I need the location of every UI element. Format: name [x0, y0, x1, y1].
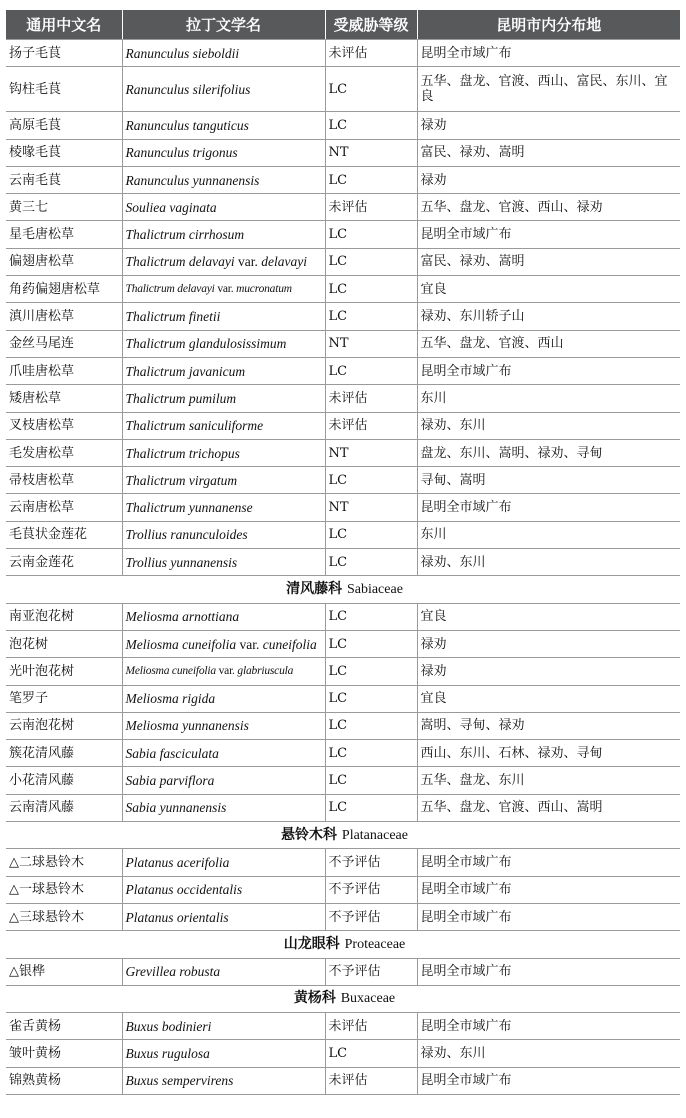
- threat-level-cell: 不予评估: [325, 849, 417, 876]
- latin-binomial: Thalictrum virgatum: [125, 472, 238, 488]
- table-row: [6, 630, 680, 657]
- table-row: [6, 412, 680, 439]
- latin-rank-marker: var.: [218, 664, 235, 677]
- latin-name-cell: [122, 658, 325, 685]
- threat-level-cell: LC: [325, 521, 417, 548]
- latin-binomial: Ranunculus trigonus: [125, 145, 238, 161]
- distribution-cell: 昆明全市域广布: [417, 958, 680, 985]
- chinese-name-cell: 皱叶黄杨: [6, 1040, 122, 1067]
- latin-rank-marker: var.: [239, 636, 260, 652]
- table-row: [6, 467, 680, 494]
- threat-level-cell: LC: [325, 712, 417, 739]
- latin-binomial: Thalictrum javanicum: [125, 363, 246, 379]
- latin-binomial: Platanus orientalis: [125, 909, 229, 925]
- distribution-cell: 寻甸、嵩明: [417, 467, 680, 494]
- distribution-cell: 五华、盘龙、官渡、西山、禄劝: [417, 194, 680, 221]
- distribution-cell: 昆明全市域广布: [417, 876, 680, 903]
- distribution-cell: 禄劝: [417, 630, 680, 657]
- table-row: [6, 685, 680, 712]
- distribution-cell: 五华、盘龙、官渡、西山: [417, 330, 680, 357]
- threat-level-cell: NT: [325, 139, 417, 166]
- chinese-name-cell: 角药偏翅唐松草: [6, 276, 122, 303]
- chinese-name-cell: △二球悬铃木: [6, 849, 122, 876]
- latin-binomial: Meliosma cuneifolia: [125, 664, 216, 677]
- table-row: [6, 1013, 680, 1040]
- family-chinese-name: 山龙眼科: [283, 935, 340, 952]
- latin-name-cell: [122, 276, 325, 303]
- latin-name-cell: [122, 112, 325, 139]
- latin-rank-marker: var.: [237, 254, 258, 270]
- threat-level-cell: LC: [325, 112, 417, 139]
- distribution-cell: 富民、禄劝、嵩明: [417, 248, 680, 275]
- chinese-name-cell: 爪哇唐松草: [6, 357, 122, 384]
- distribution-cell: 西山、东川、石林、禄劝、寻甸: [417, 740, 680, 767]
- threat-level-cell: LC: [325, 658, 417, 685]
- table-row: [6, 439, 680, 466]
- threat-level-cell: LC: [325, 248, 417, 275]
- chinese-name-cell: 钩柱毛茛: [6, 67, 122, 112]
- latin-binomial: Platanus acerifolia: [125, 854, 230, 870]
- threat-level-cell: LC: [325, 549, 417, 576]
- latin-binomial: Buxus rugulosa: [125, 1046, 210, 1062]
- latin-binomial: Trollius ranunculoides: [125, 527, 248, 543]
- table-row: [6, 276, 680, 303]
- distribution-cell: 东川: [417, 521, 680, 548]
- table-row: [6, 876, 680, 903]
- latin-name-cell: [122, 330, 325, 357]
- family-header-row: [6, 985, 680, 1012]
- table-row: [6, 1040, 680, 1067]
- chinese-name-cell: 高原毛茛: [6, 112, 122, 139]
- table-row: [6, 658, 680, 685]
- latin-binomial: Thalictrum delavayi: [125, 254, 235, 270]
- chinese-name-cell: 帚枝唐松草: [6, 467, 122, 494]
- latin-name-cell: [122, 221, 325, 248]
- latin-binomial: Souliea vaginata: [125, 199, 217, 215]
- chinese-name-cell: 矮唐松草: [6, 385, 122, 412]
- chinese-name-cell: 云南毛茛: [6, 166, 122, 193]
- latin-name-cell: [122, 903, 325, 930]
- latin-name-cell: [122, 439, 325, 466]
- latin-binomial: Trollius yunnanensis: [125, 554, 238, 570]
- family-chinese-name: 悬铃木科: [281, 826, 338, 843]
- chinese-name-cell: 扬子毛茛: [6, 40, 122, 67]
- header-threat-level: 受威胁等级: [325, 10, 417, 40]
- latin-binomial: Sabia parviflora: [125, 773, 215, 789]
- family-latin-name: Sabiaceae: [346, 581, 403, 597]
- distribution-cell: 昆明全市域广布: [417, 1013, 680, 1040]
- distribution-cell: 昆明全市域广布: [417, 221, 680, 248]
- table-row: [6, 248, 680, 275]
- latin-binomial: Ranunculus sieboldii: [125, 45, 240, 61]
- chinese-name-cell: 簇花清风藤: [6, 740, 122, 767]
- threat-level-cell: 未评估: [325, 385, 417, 412]
- latin-name-cell: [122, 1040, 325, 1067]
- table-row: [6, 958, 680, 985]
- distribution-cell: 五华、盘龙、官渡、西山、富民、东川、宜良: [417, 67, 680, 112]
- distribution-cell: 禄劝、东川: [417, 549, 680, 576]
- table-row: [6, 166, 680, 193]
- latin-name-cell: [122, 549, 325, 576]
- distribution-cell: 昆明全市域广布: [417, 903, 680, 930]
- chinese-name-cell: △一球悬铃木: [6, 876, 122, 903]
- threat-level-cell: LC: [325, 740, 417, 767]
- distribution-cell: 禄劝: [417, 112, 680, 139]
- distribution-cell: 禄劝、东川: [417, 412, 680, 439]
- threat-level-cell: 不予评估: [325, 876, 417, 903]
- table-row: [6, 303, 680, 330]
- table-header: [6, 10, 680, 40]
- chinese-name-cell: 雀舌黄杨: [6, 1013, 122, 1040]
- latin-name-cell: [122, 357, 325, 384]
- latin-name-cell: [122, 248, 325, 275]
- latin-binomial: Platanus occidentalis: [125, 882, 243, 898]
- distribution-cell: 禄劝、东川: [417, 1040, 680, 1067]
- latin-rank-marker: var.: [217, 282, 234, 295]
- table-row: [6, 112, 680, 139]
- table-row: [6, 740, 680, 767]
- chinese-name-cell: 毛发唐松草: [6, 439, 122, 466]
- family-header-row: [6, 576, 680, 603]
- latin-name-cell: [122, 712, 325, 739]
- threat-level-cell: LC: [325, 794, 417, 821]
- latin-binomial: Ranunculus silerifolius: [125, 81, 251, 97]
- table-row: [6, 903, 680, 930]
- distribution-cell: 昆明全市域广布: [417, 849, 680, 876]
- latin-binomial: Meliosma arnottiana: [125, 609, 240, 625]
- distribution-cell: 昆明全市域广布: [417, 357, 680, 384]
- latin-binomial: Thalictrum saniculiforme: [125, 418, 264, 434]
- header-chinese-name: 通用中文名: [6, 10, 122, 40]
- threat-level-cell: LC: [325, 467, 417, 494]
- latin-binomial: Sabia yunnanensis: [125, 800, 227, 816]
- family-header-row: [6, 822, 680, 849]
- table-row: [6, 330, 680, 357]
- threat-level-cell: LC: [325, 166, 417, 193]
- header-row: [6, 10, 680, 40]
- threat-level-cell: LC: [325, 603, 417, 630]
- table-row: [6, 549, 680, 576]
- distribution-cell: 盘龙、东川、嵩明、禄劝、寻甸: [417, 439, 680, 466]
- threat-level-cell: 未评估: [325, 194, 417, 221]
- family-latin-name: Proteaceae: [344, 936, 406, 952]
- table-row: [6, 40, 680, 67]
- latin-binomial: Meliosma rigida: [125, 691, 216, 707]
- latin-name-cell: [122, 467, 325, 494]
- latin-binomial: Sabia fasciculata: [125, 745, 219, 761]
- latin-name-cell: [122, 849, 325, 876]
- table-row: [6, 139, 680, 166]
- table-row: [6, 357, 680, 384]
- latin-infraspecific-epithet: mucronatum: [236, 282, 292, 295]
- family-name-cell: [6, 985, 680, 1012]
- latin-name-cell: [122, 385, 325, 412]
- distribution-cell: 宜良: [417, 603, 680, 630]
- threat-level-cell: LC: [325, 67, 417, 112]
- latin-name-cell: [122, 685, 325, 712]
- distribution-cell: 宜良: [417, 685, 680, 712]
- threat-level-cell: NT: [325, 439, 417, 466]
- distribution-cell: 嵩明、寻甸、禄劝: [417, 712, 680, 739]
- distribution-cell: 禄劝、东川轿子山: [417, 303, 680, 330]
- latin-binomial: Thalictrum yunnanense: [125, 500, 253, 516]
- threat-level-cell: 未评估: [325, 40, 417, 67]
- chinese-name-cell: 泡花树: [6, 630, 122, 657]
- distribution-cell: 昆明全市域广布: [417, 40, 680, 67]
- latin-name-cell: [122, 603, 325, 630]
- latin-binomial: Thalictrum delavayi: [125, 282, 215, 295]
- chinese-name-cell: 南亚泡花树: [6, 603, 122, 630]
- chinese-name-cell: 叉枝唐松草: [6, 412, 122, 439]
- threat-level-cell: 未评估: [325, 1067, 417, 1094]
- table-row: [6, 603, 680, 630]
- chinese-name-cell: 黄三七: [6, 194, 122, 221]
- latin-name-cell: [122, 958, 325, 985]
- threat-level-cell: NT: [325, 494, 417, 521]
- table-row: [6, 67, 680, 112]
- threat-level-cell: LC: [325, 357, 417, 384]
- latin-binomial: Ranunculus tanguticus: [125, 117, 249, 133]
- table-row: [6, 521, 680, 548]
- family-name-cell: [6, 931, 680, 958]
- table-row: [6, 1067, 680, 1094]
- family-name-cell: [6, 576, 680, 603]
- threat-level-cell: 未评估: [325, 1013, 417, 1040]
- latin-binomial: Ranunculus yunnanensis: [125, 172, 260, 188]
- latin-binomial: Meliosma cuneifolia: [125, 636, 237, 652]
- table-row: [6, 221, 680, 248]
- latin-name-cell: [122, 767, 325, 794]
- distribution-cell: 禄劝: [417, 166, 680, 193]
- distribution-cell: 昆明全市域广布: [417, 494, 680, 521]
- chinese-name-cell: 云南泡花树: [6, 712, 122, 739]
- threat-level-cell: LC: [325, 303, 417, 330]
- chinese-name-cell: 偏翅唐松草: [6, 248, 122, 275]
- latin-name-cell: [122, 303, 325, 330]
- family-latin-name: Buxaceae: [340, 991, 396, 1007]
- latin-name-cell: [122, 494, 325, 521]
- latin-binomial: Buxus sempervirens: [125, 1073, 234, 1089]
- family-chinese-name: 清风藤科: [286, 580, 343, 597]
- table-body: [6, 40, 680, 1095]
- chinese-name-cell: 锦熟黄杨: [6, 1067, 122, 1094]
- chinese-name-cell: △三球悬铃木: [6, 903, 122, 930]
- latin-binomial: Buxus bodinieri: [125, 1018, 212, 1034]
- threat-level-cell: LC: [325, 630, 417, 657]
- threat-level-cell: LC: [325, 221, 417, 248]
- chinese-name-cell: 云南金莲花: [6, 549, 122, 576]
- latin-name-cell: [122, 794, 325, 821]
- latin-name-cell: [122, 740, 325, 767]
- latin-binomial: Thalictrum glandulosissimum: [125, 336, 287, 352]
- family-name-cell: [6, 822, 680, 849]
- header-latin-name: 拉丁文学名: [122, 10, 325, 40]
- distribution-cell: 东川: [417, 385, 680, 412]
- latin-name-cell: [122, 1067, 325, 1094]
- latin-name-cell: [122, 1013, 325, 1040]
- latin-infraspecific-epithet: delavayi: [261, 254, 307, 270]
- distribution-cell: 五华、盘龙、官渡、西山、嵩明: [417, 794, 680, 821]
- species-table-container: [6, 10, 680, 1095]
- chinese-name-cell: 小花清风藤: [6, 767, 122, 794]
- threat-level-cell: 不予评估: [325, 903, 417, 930]
- table-row: [6, 767, 680, 794]
- latin-name-cell: [122, 412, 325, 439]
- latin-binomial: Meliosma yunnanensis: [125, 718, 249, 734]
- species-table: [6, 10, 680, 1095]
- latin-name-cell: [122, 521, 325, 548]
- distribution-cell: 富民、禄劝、嵩明: [417, 139, 680, 166]
- chinese-name-cell: △银桦: [6, 958, 122, 985]
- latin-binomial: Grevillea robusta: [125, 964, 221, 980]
- family-chinese-name: 黄杨科: [293, 990, 336, 1007]
- threat-level-cell: 未评估: [325, 412, 417, 439]
- threat-level-cell: LC: [325, 767, 417, 794]
- table-row: [6, 494, 680, 521]
- chinese-name-cell: 金丝马尾连: [6, 330, 122, 357]
- latin-name-cell: [122, 194, 325, 221]
- latin-binomial: Thalictrum trichopus: [125, 445, 240, 461]
- threat-level-cell: 不予评估: [325, 958, 417, 985]
- threat-level-cell: NT: [325, 330, 417, 357]
- latin-name-cell: [122, 40, 325, 67]
- table-row: [6, 712, 680, 739]
- table-row: [6, 385, 680, 412]
- table-row: [6, 794, 680, 821]
- header-distribution: 昆明市内分布地: [417, 10, 680, 40]
- chinese-name-cell: 云南唐松草: [6, 494, 122, 521]
- chinese-name-cell: 笔罗子: [6, 685, 122, 712]
- chinese-name-cell: 棱喙毛茛: [6, 139, 122, 166]
- distribution-cell: 宜良: [417, 276, 680, 303]
- latin-infraspecific-epithet: cuneifolia: [262, 636, 317, 652]
- chinese-name-cell: 毛茛状金莲花: [6, 521, 122, 548]
- latin-infraspecific-epithet: glabriuscula: [237, 664, 294, 677]
- chinese-name-cell: 星毛唐松草: [6, 221, 122, 248]
- chinese-name-cell: 云南清风藤: [6, 794, 122, 821]
- threat-level-cell: LC: [325, 1040, 417, 1067]
- family-header-row: [6, 931, 680, 958]
- table-row: [6, 849, 680, 876]
- threat-level-cell: LC: [325, 276, 417, 303]
- latin-name-cell: [122, 630, 325, 657]
- latin-name-cell: [122, 166, 325, 193]
- chinese-name-cell: 滇川唐松草: [6, 303, 122, 330]
- table-row: [6, 194, 680, 221]
- latin-binomial: Thalictrum finetii: [125, 309, 221, 325]
- latin-name-cell: [122, 876, 325, 903]
- distribution-cell: 五华、盘龙、东川: [417, 767, 680, 794]
- distribution-cell: 禄劝: [417, 658, 680, 685]
- latin-name-cell: [122, 139, 325, 166]
- chinese-name-cell: 光叶泡花树: [6, 658, 122, 685]
- family-latin-name: Platanaceae: [341, 827, 408, 843]
- latin-binomial: Thalictrum cirrhosum: [125, 227, 245, 243]
- latin-binomial: Thalictrum pumilum: [125, 390, 237, 406]
- distribution-cell: 昆明全市域广布: [417, 1067, 680, 1094]
- threat-level-cell: LC: [325, 685, 417, 712]
- latin-name-cell: [122, 67, 325, 112]
